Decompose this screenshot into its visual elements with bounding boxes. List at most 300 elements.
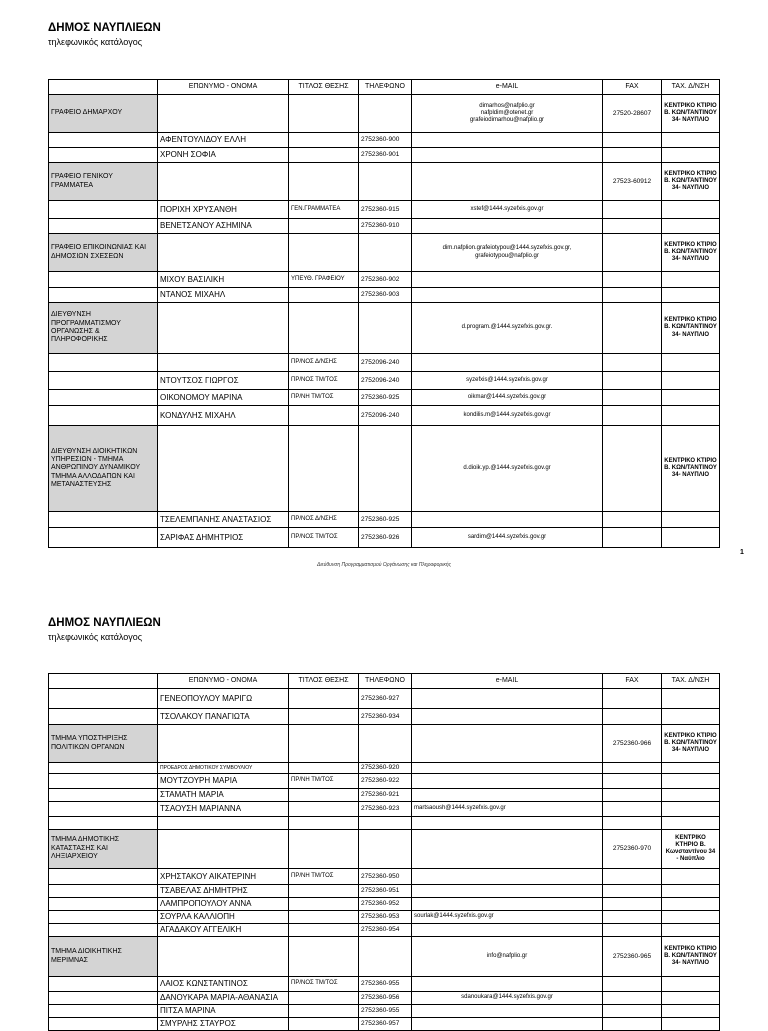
email-cell: dimarhos@nafplio.gr nafpldim@otenet.gr grafeiodimarhou@nafplio.gr: [412, 95, 603, 133]
title-cell: ΠΡ/ΝΟΣ Δ/ΝΣΗΣ: [289, 354, 359, 372]
fax-cell: [603, 763, 662, 774]
department-cell: [49, 789, 158, 802]
title-cell: ΠΡ/ΝΟΣ ΤΜ/ΤΟΣ: [289, 977, 359, 992]
phone-cell: 2752360-903: [359, 288, 412, 303]
email-cell: [412, 288, 603, 303]
name-cell: ΤΣΕΛΕΜΠΑΝΗΣ ΑΝΑΣΤΑΣΙΟΣ: [158, 512, 289, 528]
email-cell: d.program.@1444.syzefxis.gov.gr.: [412, 303, 603, 354]
name-cell: ΤΣΟΛΑΚΟΥ ΠΑΝΑΓΙΩΤΑ: [158, 709, 289, 725]
name-cell: [158, 817, 289, 830]
fax-cell: [603, 272, 662, 288]
name-cell: [158, 830, 289, 869]
table-row: [49, 1005, 720, 1018]
address-cell: [662, 898, 720, 911]
phone-cell: 2752360-953: [359, 911, 412, 924]
email-cell: [412, 898, 603, 911]
fax-cell: [603, 885, 662, 898]
phone-cell: [359, 303, 412, 354]
phone-cell: [359, 725, 412, 763]
fax-cell: [603, 390, 662, 406]
name-cell: ΝΤΟΥΤΣΟΣ ΓΙΩΡΓΟΣ: [158, 372, 289, 390]
table-row: [49, 689, 720, 709]
name-cell: ΣΜΥΡΛΗΣ ΣΤΑΥΡΟΣ: [158, 1018, 289, 1031]
page2-subtitle: τηλεφωνικός κατάλογος: [48, 632, 143, 642]
phone-cell: 2752360-925: [359, 390, 412, 406]
phone-cell: 2752360-955: [359, 1005, 412, 1018]
page1-subtitle: τηλεφωνικός κατάλογος: [48, 37, 143, 47]
fax-cell: [603, 689, 662, 709]
table-header-row: [49, 674, 720, 689]
address-cell: [662, 354, 720, 372]
fax-cell: [603, 924, 662, 937]
fax-cell: [603, 992, 662, 1005]
department-cell: ΓΡΑΦΕΙΟ ΕΠΙΚΟΙΝΩΝΙΑΣ ΚΑΙ ΔΗΜΟΣΙΩΝ ΣΧΕΣΕΩΝ: [49, 234, 158, 272]
name-cell: ΛΑΙΟΣ ΚΩΝΣΤΑΝΤΙΝΟΣ: [158, 977, 289, 992]
table-row: [49, 354, 720, 372]
title-cell: [289, 709, 359, 725]
name-cell: [158, 163, 289, 201]
phone-cell: 2752360-900: [359, 133, 412, 148]
address-cell: [662, 512, 720, 528]
phone-cell: [359, 426, 412, 512]
address-cell: [662, 689, 720, 709]
table-row: [49, 528, 720, 548]
department-cell: ΓΡΑΦΕΙΟ ΓΕΝΙΚΟΥ ΓΡΑΜΜΑΤΕΑ: [49, 163, 158, 201]
name-cell: [158, 426, 289, 512]
name-cell: ΝΤΑΝΟΣ ΜΙΧΑΗΛ: [158, 288, 289, 303]
title-cell: [289, 802, 359, 817]
phone-cell: 2752360-915: [359, 201, 412, 219]
email-cell: [412, 869, 603, 885]
table-row: [49, 390, 720, 406]
name-cell: ΠΡΟΕΔΡΟΣ ΔΗΜΟΤΙΚΟΥ ΣΥΜΒΟΥΛΙΟΥ: [158, 763, 289, 774]
name-cell: ΑΦΕΝΤΟΥΛΙΔΟΥ ΕΛΛΗ: [158, 133, 289, 148]
address-cell: [662, 219, 720, 234]
email-cell: [412, 924, 603, 937]
address-cell: [662, 992, 720, 1005]
address-cell: [662, 201, 720, 219]
email-cell: [412, 133, 603, 148]
email-cell: [412, 163, 603, 201]
address-cell: ΚΕΝΤΡΙΚΟ ΚΤΙΡΙΟ Β. ΚΩΝ/ΤΑΝΤΙΝΟΥ 34- ΝΑΥΠΛΙΟ: [662, 426, 720, 512]
table-row: [49, 725, 720, 763]
table-header-row: [49, 80, 720, 95]
table-row: [49, 977, 720, 992]
table-row: [49, 272, 720, 288]
department-cell: [49, 817, 158, 830]
address-cell: [662, 774, 720, 789]
table-row: [49, 817, 720, 830]
fax-cell: [603, 528, 662, 548]
email-cell: info@nafplio.gr: [412, 937, 603, 977]
name-cell: ΤΣΑΟΥΣΗ ΜΑΡΙΑΝΝΑ: [158, 802, 289, 817]
table-row: [49, 911, 720, 924]
header-phone: ΤΗΛΕΦΩΝΟ: [359, 674, 412, 689]
phone-cell: [359, 95, 412, 133]
fax-cell: [603, 1005, 662, 1018]
email-cell: martsaoush@1444.syzefxis.gov.gr: [412, 802, 603, 817]
department-cell: [49, 992, 158, 1005]
address-cell: [662, 390, 720, 406]
table-row: [49, 163, 720, 201]
table-row: [49, 885, 720, 898]
department-cell: [49, 709, 158, 725]
table-row: [49, 95, 720, 133]
fax-cell: [603, 802, 662, 817]
name-cell: ΒΕΝΕΤΣΑΝΟΥ ΑΣΗΜΙΝΑ: [158, 219, 289, 234]
fax-cell: [603, 709, 662, 725]
phone-cell: 2752360-922: [359, 774, 412, 789]
name-cell: ΠΟΡΙΧΗ ΧΡΥΣΑΝΘΗ: [158, 201, 289, 219]
table-row: [49, 898, 720, 911]
phone-cell: 2752360-923: [359, 802, 412, 817]
fax-cell: [603, 201, 662, 219]
email-cell: sourlak@1444.syzefxis.gov.gr: [412, 911, 603, 924]
department-cell: [49, 390, 158, 406]
address-cell: [662, 869, 720, 885]
email-cell: oikmar@1444.syzefxis.gov.gr: [412, 390, 603, 406]
fax-cell: 27520-28607: [603, 95, 662, 133]
table-row: [49, 512, 720, 528]
page-footer: Διεύθυνση Προγραμματισμού Οργάνωσης και Πληροφορικής: [316, 562, 452, 568]
department-cell: [49, 288, 158, 303]
title-cell: [289, 725, 359, 763]
email-cell: [412, 354, 603, 372]
fax-cell: 2752360-966: [603, 725, 662, 763]
email-cell: sdanoukara@1444.syzefxis.gov.gr: [412, 992, 603, 1005]
header-phone: ΤΗΛΕΦΩΝΟ: [359, 80, 412, 95]
table-row: [49, 924, 720, 937]
title-cell: [289, 911, 359, 924]
name-cell: [158, 725, 289, 763]
table-row: [49, 830, 720, 869]
address-cell: [662, 372, 720, 390]
department-cell: [49, 133, 158, 148]
table-row: [49, 219, 720, 234]
title-cell: ΠΡ/ΝΗ ΤΜ/ΤΟΣ: [289, 774, 359, 789]
name-cell: ΠΙΤΣΑ ΜΑΡΙΝΑ: [158, 1005, 289, 1018]
table-row: [49, 303, 720, 354]
phone-cell: 2752360-957: [359, 1018, 412, 1031]
name-cell: ΟΙΚΟΝΟΜΟΥ ΜΑΡΙΝΑ: [158, 390, 289, 406]
header-address: ΤΑΧ. Δ/ΝΣΗ: [662, 674, 720, 689]
address-cell: ΚΕΝΤΡΙΚΟ ΚΤΙΡΙΟ Β. ΚΩΝ/ΤΑΝΤΙΝΟΥ 34- ΝΑΥΠΛΙΟ: [662, 303, 720, 354]
address-cell: [662, 763, 720, 774]
email-cell: syzefxis@1444.syzefxis.gov.gr: [412, 372, 603, 390]
email-cell: [412, 272, 603, 288]
table-row: [49, 802, 720, 817]
name-cell: [158, 937, 289, 977]
page1-header: [48, 22, 161, 47]
page1-directory-table: [48, 79, 720, 548]
fax-cell: [603, 1018, 662, 1031]
phone-cell: 2752360-925: [359, 512, 412, 528]
fax-cell: [603, 234, 662, 272]
address-cell: [662, 272, 720, 288]
table-row: [49, 148, 720, 163]
fax-cell: [603, 133, 662, 148]
department-cell: [49, 802, 158, 817]
address-cell: [662, 406, 720, 426]
department-cell: [49, 977, 158, 992]
fax-cell: [603, 977, 662, 992]
title-cell: [289, 830, 359, 869]
address-cell: ΚΕΝΤΡΙΚΟ ΚΤΙΡΙΟ Β. ΚΩΝ/ΤΑΝΤΙΝΟΥ 34- ΝΑΥΠΛΙΟ: [662, 163, 720, 201]
email-cell: [412, 1005, 603, 1018]
email-cell: kondilis.m@1444.syzefxis.gov.gr: [412, 406, 603, 426]
title-cell: ΠΡ/ΝΗ ΤΜ/ΤΟΣ: [289, 390, 359, 406]
header-fax: FAX: [603, 80, 662, 95]
title-cell: [289, 219, 359, 234]
header-address: ΤΑΧ. Δ/ΝΣΗ: [662, 80, 720, 95]
phone-cell: 2752360-952: [359, 898, 412, 911]
phone-cell: 2752096-240: [359, 406, 412, 426]
fax-cell: [603, 817, 662, 830]
phone-cell: 2752360-955: [359, 977, 412, 992]
address-cell: [662, 789, 720, 802]
email-cell: [412, 830, 603, 869]
fax-cell: [603, 789, 662, 802]
title-cell: [289, 898, 359, 911]
phone-cell: [359, 234, 412, 272]
header-email: e-MAIL: [412, 674, 603, 689]
table-row: [49, 774, 720, 789]
address-cell: [662, 709, 720, 725]
title-cell: ΥΠΕΥΘ. ΓΡΑΦΕΙΟΥ: [289, 272, 359, 288]
phone-cell: 2752360-920: [359, 763, 412, 774]
department-cell: [49, 219, 158, 234]
table-row: [49, 937, 720, 977]
title-cell: [289, 924, 359, 937]
title-cell: [289, 689, 359, 709]
email-cell: [412, 725, 603, 763]
name-cell: ΣΤΑΜΑΤΗ ΜΑΡΙΑ: [158, 789, 289, 802]
title-cell: [289, 1005, 359, 1018]
name-cell: ΜΟΥΤΖΟΥΡΗ ΜΑΡΙΑ: [158, 774, 289, 789]
department-cell: [49, 911, 158, 924]
page2-header: [48, 617, 161, 642]
name-cell: ΣΑΡΙΦΑΣ ΔΗΜΗΤΡΙΟΣ: [158, 528, 289, 548]
email-cell: xstef@1444.syzefxis.gov.gr: [412, 201, 603, 219]
table-row: [49, 869, 720, 885]
title-cell: [289, 234, 359, 272]
fax-cell: [603, 288, 662, 303]
name-cell: [158, 234, 289, 272]
phone-cell: [359, 163, 412, 201]
title-cell: [289, 133, 359, 148]
email-cell: [412, 789, 603, 802]
fax-cell: 2752360-965: [603, 937, 662, 977]
title-cell: ΠΡ/ΝΟΣ ΤΜ/ΤΟΣ: [289, 372, 359, 390]
phone-cell: 2752360-921: [359, 789, 412, 802]
page2-title: ΔΗΜΟΣ ΝΑΥΠΛΙΕΩΝ: [48, 617, 161, 629]
header-name: ΕΠΩΝΥΜΟ - ΟΝΟΜΑ: [158, 674, 289, 689]
address-cell: ΚΕΝΤΡΙΚΟ ΚΤΙΡΙΟ Β. ΚΩΝ/ΤΑΝΤΙΝΟΥ 34- ΝΑΥΠΛΙΟ: [662, 95, 720, 133]
department-cell: ΤΜΗΜΑ ΔΙΟΙΚΗΤΙΚΗΣ ΜΕΡΙΜΝΑΣ: [49, 937, 158, 977]
address-cell: ΚΕΝΤΡΙΚΟ ΚΤΙΡΙΟ Β. ΚΩΝ/ΤΑΝΤΙΝΟΥ 34- ΝΑΥΠΛΙΟ: [662, 234, 720, 272]
table-row: [49, 133, 720, 148]
table-row: [49, 372, 720, 390]
page2-directory-table: [48, 673, 720, 1031]
table-row: [49, 763, 720, 774]
name-cell: ΔΑΝΟΥΚΑΡΑ ΜΑΡΙΑ-ΑΘΑΝΑΣΙΑ: [158, 992, 289, 1005]
address-cell: [662, 885, 720, 898]
phone-cell: 2752360-956: [359, 992, 412, 1005]
name-cell: ΑΓΑΔΑΚΟΥ ΑΓΓΕΛΙΚΗ: [158, 924, 289, 937]
table-row: [49, 406, 720, 426]
table-row: [49, 426, 720, 512]
email-cell: [412, 1018, 603, 1031]
email-cell: [412, 977, 603, 992]
phone-cell: 2752360-901: [359, 148, 412, 163]
department-cell: [49, 869, 158, 885]
fax-cell: 2752360-970: [603, 830, 662, 869]
table-row: [49, 709, 720, 725]
department-cell: [49, 898, 158, 911]
table-row: [49, 234, 720, 272]
address-cell: [662, 528, 720, 548]
name-cell: ΛΑΜΠΡΟΠΟΥΛΟΥ ΑΝΝΑ: [158, 898, 289, 911]
name-cell: [158, 303, 289, 354]
title-cell: [289, 937, 359, 977]
department-cell: ΔΙΕΥΘΥΝΣΗ ΠΡΟΓΡΑΜΜΑΤΙΣΜΟΥ ΟΡΓΑΝΩΣΗΣ & ΠΛΗΡΟΦΟΡΙΚΗΣ: [49, 303, 158, 354]
phone-cell: 2752360-926: [359, 528, 412, 548]
department-cell: [49, 372, 158, 390]
title-cell: [289, 95, 359, 133]
title-cell: [289, 163, 359, 201]
email-cell: [412, 763, 603, 774]
name-cell: ΧΡΟΝΗ ΣΟΦΙΑ: [158, 148, 289, 163]
department-cell: [49, 885, 158, 898]
department-cell: [49, 272, 158, 288]
name-cell: ΜΙΧΟΥ ΒΑΣΙΛΙΚΗ: [158, 272, 289, 288]
email-cell: [412, 689, 603, 709]
name-cell: ΧΡΗΣΤΑΚΟΥ ΑΙΚΑΤΕΡΙΝΗ: [158, 869, 289, 885]
phone-cell: [359, 817, 412, 830]
page1-title: ΔΗΜΟΣ ΝΑΥΠΛΙΕΩΝ: [48, 22, 161, 34]
department-cell: [49, 201, 158, 219]
title-cell: [289, 288, 359, 303]
address-cell: [662, 802, 720, 817]
header-name: ΕΠΩΝΥΜΟ - ΟΝΟΜΑ: [158, 80, 289, 95]
table-row: [49, 789, 720, 802]
address-cell: [662, 911, 720, 924]
department-cell: [49, 763, 158, 774]
name-cell: ΚΟΝΔΥΛΗΣ ΜΙΧΑΗΛ: [158, 406, 289, 426]
email-cell: dim.nafplion.grafeiotypou@1444.syzefxis.gov.gr, grafeiotypou@nafplio.gr: [412, 234, 603, 272]
department-cell: [49, 512, 158, 528]
title-cell: [289, 426, 359, 512]
fax-cell: [603, 372, 662, 390]
title-cell: [289, 148, 359, 163]
title-cell: [289, 885, 359, 898]
title-cell: [289, 303, 359, 354]
fax-cell: 27523-60912: [603, 163, 662, 201]
address-cell: [662, 133, 720, 148]
department-cell: [49, 354, 158, 372]
address-cell: [662, 1005, 720, 1018]
header-department: [49, 80, 158, 95]
address-cell: ΚΕΝΤΡΙΚΟ ΚΤΙΡΙΟ Β. ΚΩΝ/ΤΑΝΤΙΝΟΥ 34- ΝΑΥΠΛΙΟ: [662, 725, 720, 763]
department-cell: ΤΜΗΜΑ ΥΠΟΣΤΗΡΙΞΗΣ ΠΟΛΙΤΙΚΩΝ ΟΡΓΑΝΩΝ: [49, 725, 158, 763]
name-cell: [158, 354, 289, 372]
address-cell: [662, 924, 720, 937]
department-cell: [49, 924, 158, 937]
name-cell: ΓΕΝΕΟΠΟΥΛΟΥ ΜΑΡΙΓΩ: [158, 689, 289, 709]
name-cell: [158, 95, 289, 133]
header-department: [49, 674, 158, 689]
title-cell: [289, 817, 359, 830]
table-row: [49, 1018, 720, 1031]
address-cell: [662, 288, 720, 303]
fax-cell: [603, 219, 662, 234]
department-cell: [49, 406, 158, 426]
email-cell: sardim@1444.syzefxis.gov.gr: [412, 528, 603, 548]
fax-cell: [603, 898, 662, 911]
fax-cell: [603, 869, 662, 885]
title-cell: ΠΡ/ΝΟΣ ΤΜ/ΤΟΣ: [289, 528, 359, 548]
title-cell: [289, 1018, 359, 1031]
fax-cell: [603, 354, 662, 372]
fax-cell: [603, 148, 662, 163]
phone-cell: 2752096-240: [359, 372, 412, 390]
fax-cell: [603, 512, 662, 528]
title-cell: [289, 789, 359, 802]
address-cell: [662, 148, 720, 163]
fax-cell: [603, 911, 662, 924]
address-cell: [662, 817, 720, 830]
page-number: 1: [740, 549, 744, 556]
department-cell: ΤΜΗΜΑ ΔΗΜΟΤΙΚΗΣ ΚΑΤΑΣΤΑΣΗΣ ΚΑΙ ΛΗΞΙΑΡΧΕΙΟΥ: [49, 830, 158, 869]
table-row: [49, 992, 720, 1005]
fax-cell: [603, 303, 662, 354]
email-cell: [412, 774, 603, 789]
phone-cell: 2752360-954: [359, 924, 412, 937]
phone-cell: 2752360-910: [359, 219, 412, 234]
table-row: [49, 288, 720, 303]
title-cell: ΠΡ/ΝΟΣ Δ/ΝΣΗΣ: [289, 512, 359, 528]
department-cell: ΔΙΕΥΘΥΝΣΗ ΔΙΟΙΚΗΤΙΚΩΝ ΥΠΗΡΕΣΙΩΝ - ΤΜΗΜΑ ΑΝΘΡΩΠΙΝΟΥ ΔΥΝΑΜΙΚΟΥ ΤΜΗΜΑ ΑΛΛΟΔΑΠΩΝ ΚΑΙ ΜΕΤΑΝΑΣΤΕΥΣΗΣ: [49, 426, 158, 512]
title-cell: ΠΡ/ΝΗ ΤΜ/ΤΟΣ: [289, 869, 359, 885]
phone-cell: 2752096-240: [359, 354, 412, 372]
address-cell: [662, 977, 720, 992]
header-title: ΤΙΤΛΟΣ ΘΕΣΗΣ: [289, 80, 359, 95]
title-cell: [289, 992, 359, 1005]
phone-cell: 2752360-951: [359, 885, 412, 898]
email-cell: [412, 885, 603, 898]
fax-cell: [603, 406, 662, 426]
email-cell: [412, 709, 603, 725]
department-cell: [49, 689, 158, 709]
department-cell: [49, 528, 158, 548]
phone-cell: 2752360-950: [359, 869, 412, 885]
department-cell: ΓΡΑΦΕΙΟ ΔΗΜΑΡΧΟΥ: [49, 95, 158, 133]
address-cell: ΚΕΝΤΡΙΚΟ ΚΤΗΡΙΟ Β. Κωνσταντίνου 34 - Ναύπλιο: [662, 830, 720, 869]
phone-cell: 2752360-927: [359, 689, 412, 709]
address-cell: [662, 1018, 720, 1031]
name-cell: ΣΟΥΡΛΑ ΚΑΛΛΙΟΠΗ: [158, 911, 289, 924]
department-cell: [49, 774, 158, 789]
address-cell: ΚΕΝΤΡΙΚΟ ΚΤΙΡΙΟ Β. ΚΩΝ/ΤΑΝΤΙΝΟΥ 34- ΝΑΥΠΛΙΟ: [662, 937, 720, 977]
phone-cell: [359, 937, 412, 977]
email-cell: [412, 817, 603, 830]
name-cell: ΤΣΑΒΕΛΑΣ ΔΗΜΗΤΡΗΣ: [158, 885, 289, 898]
title-cell: [289, 406, 359, 426]
department-cell: [49, 1018, 158, 1031]
department-cell: [49, 1005, 158, 1018]
email-cell: [412, 219, 603, 234]
phone-cell: 2752360-902: [359, 272, 412, 288]
